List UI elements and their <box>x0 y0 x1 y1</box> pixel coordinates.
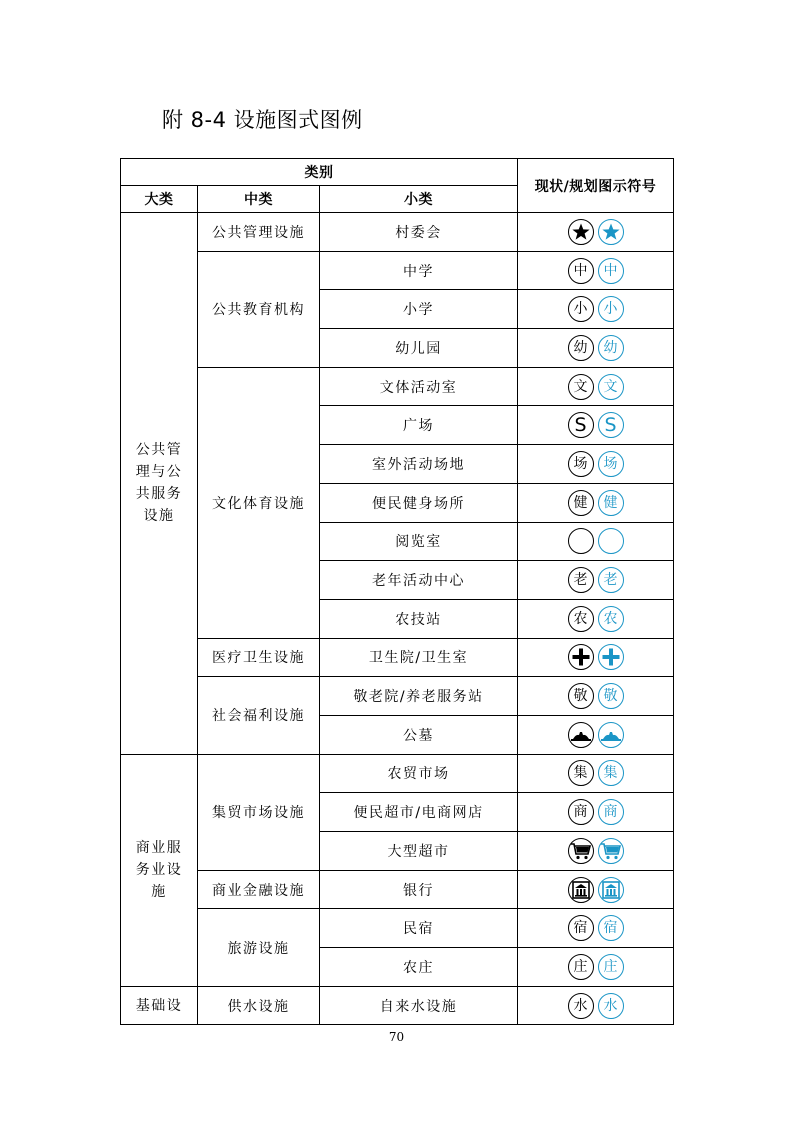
table-row <box>121 754 674 793</box>
planned-shop-icon: 商 <box>598 799 624 825</box>
current-kindergarten-icon: 幼 <box>568 335 594 361</box>
symbol-cell <box>518 986 674 1025</box>
minor-category-cell: 小学 <box>320 290 518 329</box>
planned-cart-icon <box>598 838 624 864</box>
current-cemetery-icon <box>568 722 594 748</box>
minor-category-cell: 村委会 <box>320 213 518 252</box>
minor-category-cell: 老年活动中心 <box>320 561 518 600</box>
minor-category-cell: 中学 <box>320 251 518 290</box>
current-outdoor-field-icon: 场 <box>568 451 594 477</box>
symbol-cell <box>518 522 674 561</box>
symbol-cell <box>518 367 674 406</box>
middle-category-cell: 公共管理设施 <box>198 213 320 252</box>
planned-bank-icon <box>598 877 624 903</box>
planned-cross-icon <box>598 644 624 670</box>
major-category-line: 设施 <box>143 508 175 525</box>
legend-table <box>120 158 674 1025</box>
symbol-cell <box>518 948 674 987</box>
planned-middle-school-icon: 中 <box>598 258 624 284</box>
planned-primary-school-icon: 小 <box>598 296 624 322</box>
symbol-cell <box>518 793 674 832</box>
current-square-icon: S <box>568 412 594 438</box>
major-category-line: 基础设 <box>135 997 183 1014</box>
symbol-cell <box>518 715 674 754</box>
minor-category-cell: 农庄 <box>320 948 518 987</box>
middle-category-cell: 商业金融设施 <box>198 870 320 909</box>
table-row <box>121 367 674 406</box>
planned-elderly-center-icon: 老 <box>598 567 624 593</box>
minor-category-cell: 便民健身场所 <box>320 483 518 522</box>
planned-culture-room-icon: 文 <box>598 374 624 400</box>
major-category-cell <box>121 986 198 1025</box>
planned-outdoor-field-icon: 场 <box>598 451 624 477</box>
planned-market-icon: 集 <box>598 760 624 786</box>
planned-kindergarten-icon: 幼 <box>598 335 624 361</box>
planned-nursing-home-icon: 敬 <box>598 683 624 709</box>
current-elderly-center-icon: 老 <box>568 567 594 593</box>
current-star-icon <box>568 219 594 245</box>
current-book-icon <box>568 528 594 554</box>
page-title: 附 8-4 设施图式图例 <box>162 108 363 132</box>
symbol-cell <box>518 251 674 290</box>
current-farmstead-icon: 庄 <box>568 954 594 980</box>
table-row <box>121 909 674 948</box>
table-row <box>121 870 674 909</box>
middle-category-cell: 集贸市场设施 <box>198 754 320 870</box>
planned-homestay-icon: 宿 <box>598 915 624 941</box>
middle-category-cell: 文化体育设施 <box>198 367 320 638</box>
symbol-cell <box>518 329 674 368</box>
planned-agri-station-icon: 农 <box>598 606 624 632</box>
current-cart-icon <box>568 838 594 864</box>
minor-category-cell: 敬老院/养老服务站 <box>320 677 518 716</box>
current-bank-icon <box>568 877 594 903</box>
minor-category-cell: 便民超市/电商网店 <box>320 793 518 832</box>
planned-farmstead-icon: 庄 <box>598 954 624 980</box>
major-category-line: 理与公 <box>135 464 183 481</box>
table-row <box>121 213 674 252</box>
major-category-cell <box>121 754 198 986</box>
planned-cemetery-icon <box>598 722 624 748</box>
symbol-cell <box>518 638 674 677</box>
minor-category-cell: 幼儿园 <box>320 329 518 368</box>
minor-category-cell: 广场 <box>320 406 518 445</box>
middle-category-cell: 旅游设施 <box>198 909 320 986</box>
symbol-cell <box>518 213 674 252</box>
planned-star-icon <box>598 219 624 245</box>
minor-category-cell: 大型超市 <box>320 832 518 871</box>
current-agri-station-icon: 农 <box>568 606 594 632</box>
header-category: 类别 <box>121 159 518 186</box>
major-category-line: 施 <box>151 884 167 901</box>
major-category-line: 共服务 <box>135 486 183 503</box>
header-major: 大类 <box>121 186 198 213</box>
minor-category-cell: 自来水设施 <box>320 986 518 1025</box>
current-middle-school-icon: 中 <box>568 258 594 284</box>
page-number: 70 <box>388 1030 405 1044</box>
major-category-line: 公共管 <box>135 442 183 459</box>
header-middle: 中类 <box>198 186 320 213</box>
symbol-cell <box>518 445 674 484</box>
middle-category-cell: 医疗卫生设施 <box>198 638 320 677</box>
current-cross-icon <box>568 644 594 670</box>
table-row <box>121 677 674 716</box>
current-fitness-icon: 健 <box>568 490 594 516</box>
planned-water-icon: 水 <box>598 993 624 1019</box>
current-nursing-home-icon: 敬 <box>568 683 594 709</box>
minor-category-cell: 民宿 <box>320 909 518 948</box>
major-category-line: 务业设 <box>135 862 183 879</box>
major-category-cell <box>121 213 198 755</box>
symbol-cell <box>518 754 674 793</box>
current-shop-icon: 商 <box>568 799 594 825</box>
symbol-cell <box>518 909 674 948</box>
middle-category-cell: 社会福利设施 <box>198 677 320 754</box>
minor-category-cell: 银行 <box>320 870 518 909</box>
middle-category-cell: 供水设施 <box>198 986 320 1025</box>
symbol-cell <box>518 406 674 445</box>
symbol-cell <box>518 290 674 329</box>
table-row <box>121 638 674 677</box>
minor-category-cell: 公墓 <box>320 715 518 754</box>
minor-category-cell: 室外活动场地 <box>320 445 518 484</box>
header-symbol: 现状/规划图示符号 <box>518 159 674 213</box>
major-category-line: 商业服 <box>135 840 183 857</box>
symbol-cell <box>518 561 674 600</box>
minor-category-cell: 阅览室 <box>320 522 518 561</box>
middle-category-cell: 公共教育机构 <box>198 251 320 367</box>
current-culture-room-icon: 文 <box>568 374 594 400</box>
symbol-cell <box>518 599 674 638</box>
table-row <box>121 251 674 290</box>
symbol-cell <box>518 870 674 909</box>
planned-fitness-icon: 健 <box>598 490 624 516</box>
planned-square-icon: S <box>598 412 624 438</box>
legend-body <box>121 213 674 1025</box>
minor-category-cell: 农技站 <box>320 599 518 638</box>
header-minor: 小类 <box>320 186 518 213</box>
symbol-cell <box>518 677 674 716</box>
minor-category-cell: 卫生院/卫生室 <box>320 638 518 677</box>
table-row <box>121 986 674 1025</box>
current-homestay-icon: 宿 <box>568 915 594 941</box>
current-water-icon: 水 <box>568 993 594 1019</box>
planned-book-icon <box>598 528 624 554</box>
minor-category-cell: 文体活动室 <box>320 367 518 406</box>
symbol-cell <box>518 483 674 522</box>
symbol-cell <box>518 832 674 871</box>
current-market-icon: 集 <box>568 760 594 786</box>
current-primary-school-icon: 小 <box>568 296 594 322</box>
minor-category-cell: 农贸市场 <box>320 754 518 793</box>
